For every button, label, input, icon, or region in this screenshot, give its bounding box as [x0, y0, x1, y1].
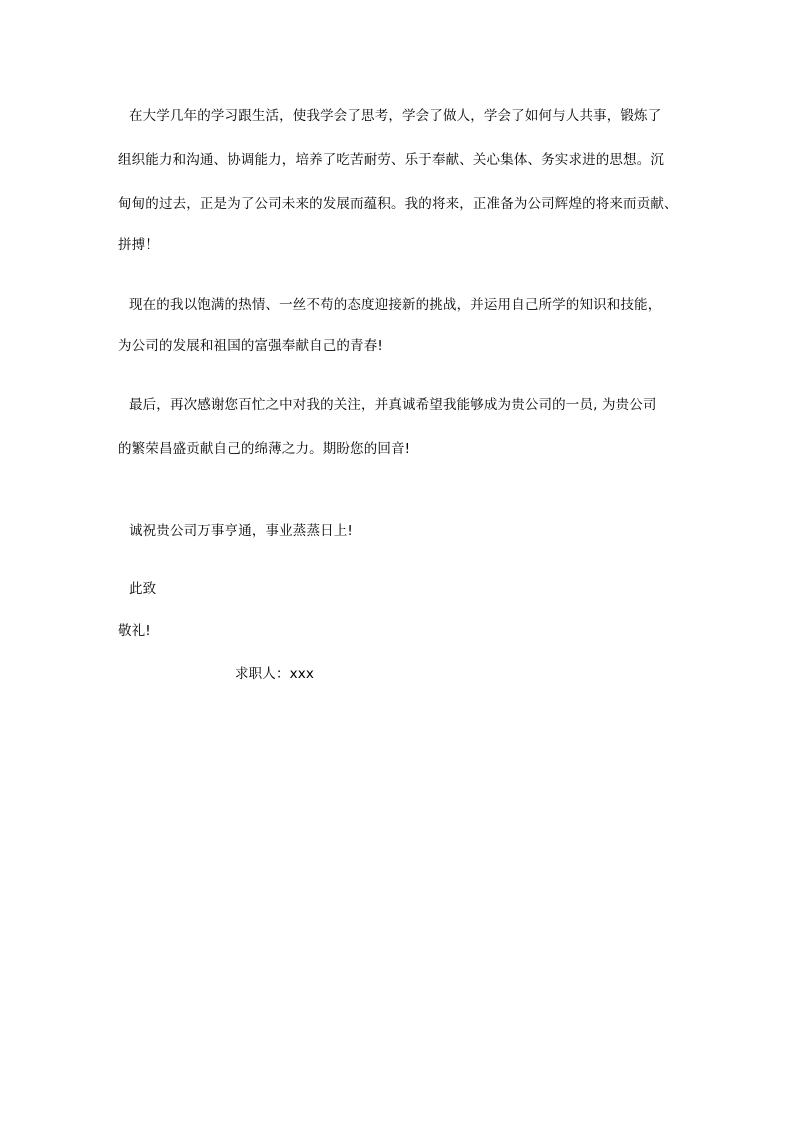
paragraph-2-line-2: 为公司的发展和祖国的富强奉献自己的青春!	[118, 338, 383, 354]
paragraph-2-line-1: 现在的我以饱满的热情、一丝不苟的态度迎接新的挑战，并运用自己所学的知识和技能，	[129, 297, 662, 313]
closing-regards: 敬礼!	[118, 623, 151, 639]
paragraph-1-line-2: 组织能力和沟通、协调能力，培养了吃苦耐劳、乐于奉献、关心集体、务实求进的思想。沉	[118, 152, 664, 168]
paragraph-3-line-1: 最后，再次感谢您百忙之中对我的关注，并真诚希望我能够成为贵公司的一员, 为贵公司	[129, 397, 657, 413]
paragraph-1-line-1: 在大学几年的学习跟生活，使我学会了思考，学会了做人，学会了如何与人共事，锻炼了	[129, 108, 662, 124]
signature: 求职人：xxx	[235, 666, 315, 682]
paragraph-3-line-2: 的繁荣昌盛贡献自己的绵薄之力。期盼您的回音!	[118, 441, 411, 457]
paragraph-1-line-4: 拼搏！	[118, 237, 159, 253]
closing-wish: 诚祝贵公司万事亨通，事业蒸蒸日上!	[129, 523, 353, 539]
closing-salutation: 此致	[129, 581, 157, 597]
paragraph-1-line-3: 甸甸的过去，正是为了公司未来的发展而蕴积。我的将来，正准备为公司辉煌的将来而贡献、	[118, 196, 678, 212]
